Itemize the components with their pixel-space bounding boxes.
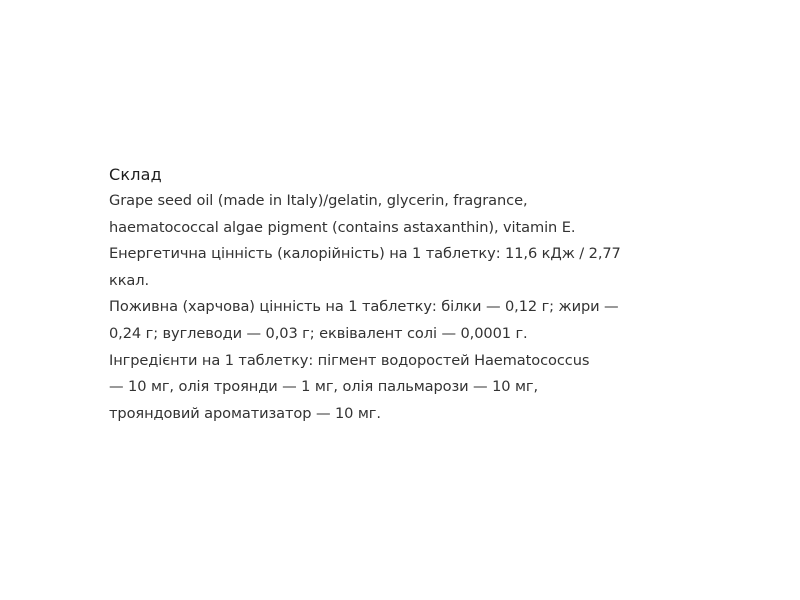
nutrition-value-line-2: 0,24 г; вуглеводи — 0,03 г; еквівалент солі — 0,0001 г.	[109, 324, 528, 342]
per-tablet-ingredients-line-2: — 10 мг, олія троянди — 1 мг, олія пальмарози — 10 мг,	[109, 378, 538, 396]
per-tablet-ingredients-line-1: Інгредієнти на 1 таблетку: пігмент водоростей Haematococcus	[109, 351, 590, 369]
composition-text	[109, 188, 709, 427]
section-title: Склад	[109, 165, 162, 184]
per-tablet-ingredients-line-3: трояндовий ароматизатор — 10 мг.	[109, 404, 381, 422]
energy-value-line-1: Енергетична цінність (калорійність) на 1 таблетку: 11,6 кДж / 2,77	[109, 245, 621, 263]
ingredients-line-1: Grape seed oil (made in Italy)/gelatin, glycerin, fragrance,	[109, 192, 528, 209]
composition-section	[109, 162, 709, 427]
ingredients-line-2: haematococcal algae pigment (contains astaxanthin), vitamin E.	[109, 218, 576, 236]
energy-value-line-2: ккал.	[109, 271, 150, 289]
nutrition-value-line-1: Поживна (харчова) цінність на 1 таблетку: білки — 0,12 г; жири —	[109, 298, 619, 316]
